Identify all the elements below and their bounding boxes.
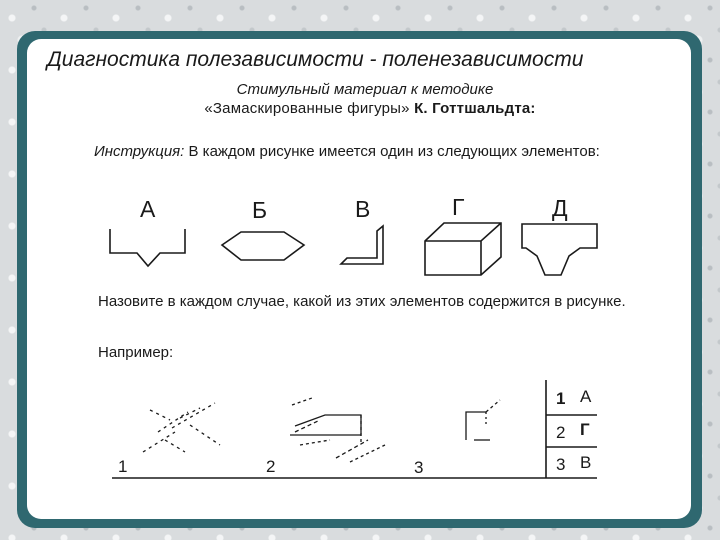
slide-title: Диагностика полезависимости - поленезависимости (47, 48, 584, 71)
figure-number-3: 3 (414, 458, 424, 477)
question-text: Назовите в каждом случае, какой из этих элементов содержится в рисунке. (98, 293, 626, 310)
element-letter-b: Б (252, 197, 268, 223)
element-letter-v: В (355, 196, 371, 222)
answer-number-1: 1 (556, 389, 566, 408)
instruction-label: Инструкция: (94, 143, 185, 160)
example-figure-1 (143, 403, 220, 452)
element-letter-a: А (140, 196, 156, 222)
element-shape-v (341, 226, 383, 264)
author-name: К. Готтшальдта: (409, 100, 536, 117)
answer-number-3: 3 (556, 455, 566, 474)
figure-number-1: 1 (118, 457, 128, 476)
example-figure-3 (466, 400, 500, 440)
element-shape-d (522, 224, 597, 275)
answer-letter-3: В (580, 453, 592, 472)
element-letter-d: Д (552, 195, 568, 221)
element-shape-a (110, 229, 185, 266)
answer-letter-1: А (580, 387, 592, 406)
answer-number-2: 2 (556, 423, 566, 442)
figure-number-2: 2 (266, 457, 276, 476)
answer-letter-2: Г (580, 420, 590, 439)
instruction-text: В каждом рисунке имеется один из следующих элементов: (184, 143, 600, 160)
method-name: «Замаскированные фигуры» (204, 100, 410, 117)
element-shape-b (222, 232, 304, 260)
element-shape-g (425, 223, 501, 275)
example-label: Например: (98, 344, 174, 361)
element-letter-g: Г (452, 194, 465, 220)
subtitle-line-1: Стимульный материал к методике (236, 81, 494, 98)
example-figure-2 (290, 398, 385, 462)
